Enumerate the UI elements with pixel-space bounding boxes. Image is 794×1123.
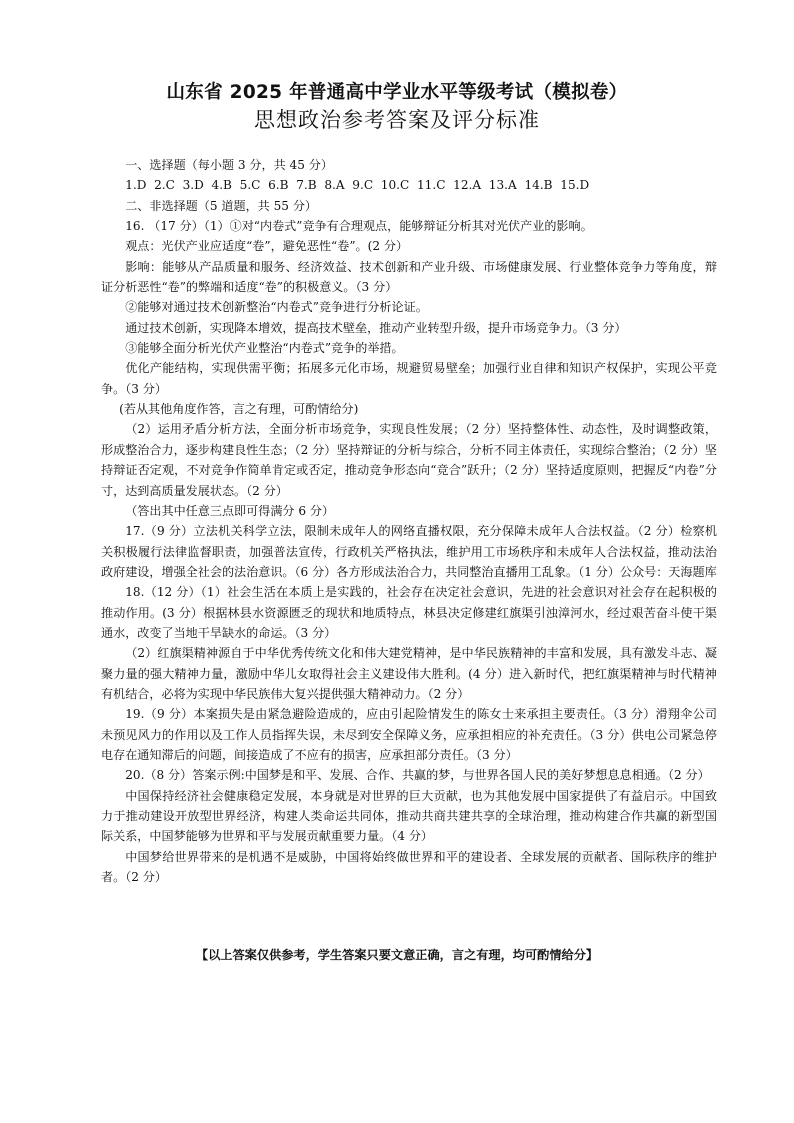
q18-part1: 18.（12 分）（1）社会生活在本质上是实践的，社会存在决定社会意识，先进的社会意识对社会存在起积极的推动作用。(3 分）根据林县水资源匮乏的现状和地质特点，林县决定修建红旗渠引浊漳河水，经过艰苦奋斗使干渠通水，改变了当地干旱缺水的命运。（3 分） — [101, 585, 717, 640]
section-heading-choice: 一、选择题（每小题 3 分，共 45 分） — [125, 158, 333, 172]
q20-point3: 中国梦给世界带来的是机遇不是威胁，中国将始终做世界和平的建设者、全球发展的贡献者、国际秩序的维护者。（2 分） — [101, 849, 717, 885]
q17-answer: 17.（9 分）立法机关科学立法，限制未成年人的网络直播权限，充分保障未成年人合法权益。（2 分）检察机关积极履行法律监督职责，加强普法宣传，行政机关严格执法，维护用工市场秩序和未成年人合法权益，推动法治政府建设，增强全社会的法治意识。（6 分）各方形成法治合力，共同整治直播用工乱象。（1 分）公众号：天海题库 — [101, 524, 717, 579]
q16-measures: 优化产能结构，实现供需平衡；拓展多元化市场，规避贸易壁垒；加强行业自律和知识产权保护，实现公平竞争。（3 分） — [101, 361, 717, 396]
q19-answer: 19.（9 分）本案损失是由紧急避险造成的，应由引起险情发生的陈女士来承担主要责任。（3 分）滑翔伞公司未预见风力的作用以及工作人员指挥失误，未尽到安全保障义务，应承担相应的补充责任。（3 分）供电公司紧急停电存在通知滞后的问题，间接造成了不应有的损害，应承担部分责任。（3 分） — [101, 707, 717, 762]
q16-part2: （2）运用矛盾分析方法，全面分析市场竞争，实现良性发展；（2 分）坚持整体性、动态性，及时调整政策，形成整治合力，逐步构建良性生态；（2 分）坚持辩证的分析与综合，分析不同主体责任，实现综合整治；（2 分）坚持辩证否定观，不对竞争作简单肯定或否定，推动竞争形态向“竞合”跃升；（2 分）坚持适度原则，把握反“内卷”分寸，达到高质量发展状态。（2 分） — [101, 422, 717, 498]
q20-point2: 中国保持经济社会健康稳定发展，本身就是对世界的巨大贡献，也为其他发展中国家提供了有益启示。中国致力于推动建设开放型世界经济，构建人类命运共同体，推动共商共建共享的全球治理，推动构建合作共赢的新型国际关系，中国梦能够为世界和平与发展贡献重要力量。（4 分） — [101, 788, 717, 844]
choice-answers: 1.D 2.C 3.D 4.B 5.C 6.B 7.B 8.A 9.C 10.C 11.C 12.A 13.A 14.B 15.D — [125, 178, 590, 193]
q16-viewpoint: 观点：光伏产业应适度“卷”，避免恶性“卷”。(2 分） — [125, 239, 409, 254]
section-heading-nonchoice: 二、非选择题（5 道题，共 55 分） — [125, 198, 318, 213]
q16-part1-point1: 16. （17 分）（1）①对“内卷式”竞争有合理观点，能够辩证分析其对光伏产业的影响。 — [125, 219, 593, 234]
exam-title: 山东省 2025 年普通高中学业水平等级考试（模拟卷） — [166, 82, 628, 103]
answer-content — [101, 155, 717, 887]
q16-innovation: 通过技术创新，实现降本增效，提高技术壁垒，推动产业转型升级，提升市场竞争力。（3 分） — [125, 320, 627, 335]
q16-part1-point2: ②能够对通过技术创新整治“内卷式”竞争进行分析论证。 — [125, 300, 428, 315]
document-subtitle: 思想政治参考答案及评分标准 — [254, 108, 540, 132]
q16-note: (若从其他角度作答，言之有理，可酌情给分) — [119, 402, 359, 417]
grading-note: 【以上答案仅供参考，学生答案只要文意正确，言之有理，均可酌情给分】 — [195, 948, 599, 962]
q20-intro: 20.（8 分）答案示例:中国梦是和平、发展、合作、共赢的梦，与世界各国人民的美好梦想息息相通。（2 分） — [125, 768, 710, 783]
q16-part2-note: （答出其中任意三点即可得满分 6 分） — [125, 503, 335, 518]
q16-impact: 影响：能够从产品质量和服务、经济效益、技术创新和产业升级、市场健康发展、行业整体竞争力等角度，辩证分析恶性“卷”的弊端和适度“卷”的积极意义。（3 分） — [101, 259, 717, 295]
q16-part1-point3: ③能够全面分析光伏产业整治“内卷式”竞争的举措。 — [125, 341, 404, 356]
q18-part2: （2）红旗渠精神源自于中华优秀传统文化和伟大建党精神，是中华民族精神的丰富和发展，具有激发斗志、凝聚力量的强大精神力量，激励中华儿女取得社会主义建设伟大胜利。(4 分）进入新时代，把红旗渠精神与时代精神有机结合，必将为实现中华民族伟大复兴提供强大精神动力。（2 分） — [101, 646, 717, 701]
